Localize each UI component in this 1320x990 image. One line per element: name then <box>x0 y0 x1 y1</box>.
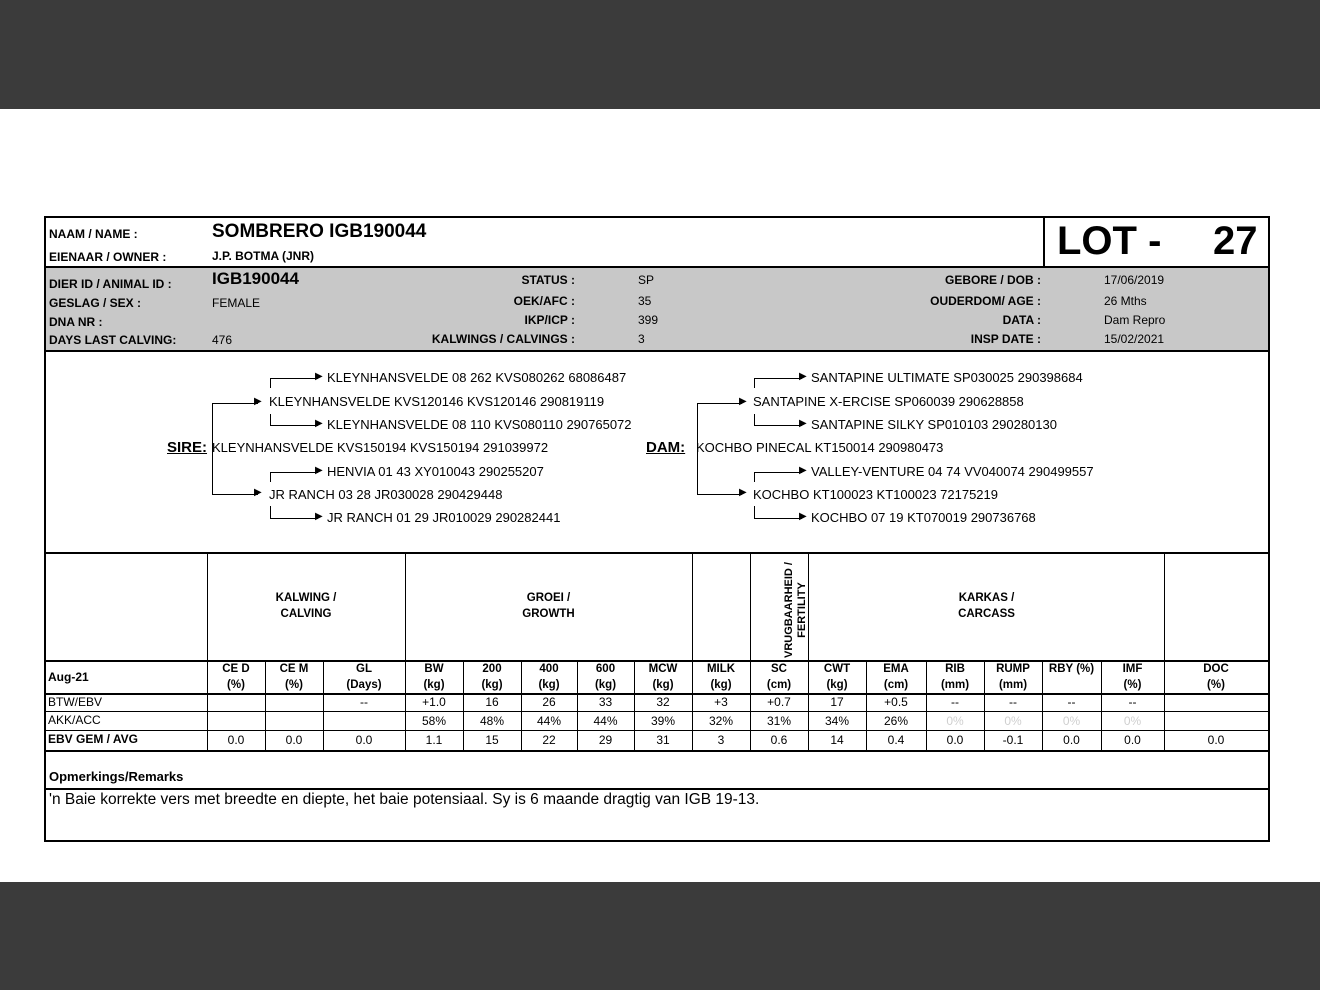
growth-group-header <box>405 590 692 622</box>
arrow-icon: ▶ <box>739 396 747 407</box>
data-label: DATA : <box>1002 313 1041 327</box>
column-unit: (kg) <box>538 679 560 691</box>
table-cell: 15 <box>485 733 499 747</box>
dob-value: 17/06/2019 <box>1104 273 1165 287</box>
dam-dam-sire: VALLEY-VENTURE 04 74 VV040074 290499557 <box>811 464 1094 479</box>
column-unit: (cm) <box>883 679 909 691</box>
sire-sire-dam: KLEYNHANSVELDE 08 110 KVS080110 290765072 <box>327 417 632 432</box>
insp-label: INSP DATE : <box>970 332 1041 346</box>
column-unit: (kg) <box>481 679 503 691</box>
sire-connector-bottom <box>212 494 258 495</box>
column-name: CE D <box>222 663 250 675</box>
table-cell: -- <box>1009 695 1017 709</box>
column-header <box>577 661 634 693</box>
table-cell: 0.4 <box>887 733 905 747</box>
ssd-connector-v <box>270 414 271 425</box>
column-header <box>521 661 577 693</box>
column-name: 400 <box>539 663 559 675</box>
lot-box <box>1043 218 1272 266</box>
column-name: MCW <box>648 663 678 675</box>
table-cell <box>1164 711 1268 730</box>
column-unit: (%) <box>227 679 245 691</box>
table-cell: 31% <box>766 713 792 728</box>
sex-value: FEMALE <box>212 296 261 310</box>
dd-connector-top <box>754 472 802 473</box>
table-cell: 0% <box>946 713 964 728</box>
growth-group-line1: GROEI / <box>526 592 571 604</box>
column-unit: (kg) <box>652 679 674 691</box>
column-unit: (kg) <box>710 679 732 691</box>
column-name: CWT <box>823 663 851 675</box>
arrow-icon: ▶ <box>315 511 323 522</box>
calving-group-line2: CALVING <box>280 608 332 620</box>
column-header <box>1042 661 1101 677</box>
column-header <box>866 661 926 693</box>
carcass-group-header <box>808 590 1165 622</box>
table-cell <box>323 711 405 730</box>
table-cell: 0.0 <box>1124 733 1141 747</box>
calving-group-line1: KALWING / <box>275 592 337 604</box>
sd-connector-top <box>270 472 318 473</box>
dam-sire: SANTAPINE X-ERCISE SP060039 290628858 <box>753 394 1024 409</box>
data-value: Dam Repro <box>1104 313 1166 327</box>
dam-sire-sire: SANTAPINE ULTIMATE SP030025 290398684 <box>811 370 1083 385</box>
column-header <box>692 661 750 693</box>
group-divider <box>405 552 406 660</box>
column-header <box>750 661 808 693</box>
column-unit: (%) <box>285 679 303 691</box>
table-cell: 0% <box>1123 713 1142 728</box>
table-cell: 14 <box>830 733 844 747</box>
sd-connector-v <box>270 472 271 482</box>
table-cell: 0.0 <box>1207 733 1225 747</box>
column-name: MILK <box>706 663 736 675</box>
table-cell: 31 <box>656 733 670 747</box>
ddd-connector-v <box>754 506 755 518</box>
table-cell: 0% <box>1062 713 1081 728</box>
table-cell: 0% <box>1004 713 1022 728</box>
ebv-date: Aug-21 <box>48 670 89 684</box>
remarks-title-divider <box>46 788 1268 790</box>
table-top-border <box>46 552 1268 554</box>
dam-name: KOCHBO PINECAL KT150014 290980473 <box>696 440 944 455</box>
lot-card <box>44 216 1270 842</box>
column-unit: (Days) <box>346 679 382 691</box>
table-cell: 3 <box>717 733 725 747</box>
calvings-value: 3 <box>638 332 645 346</box>
carcass-group-line1: KARKAS / <box>958 592 1015 604</box>
column-header <box>1101 661 1164 693</box>
arrow-icon: ▶ <box>315 418 323 429</box>
ss-connector-v <box>270 378 271 388</box>
group-divider <box>750 552 751 660</box>
arrow-icon: ▶ <box>799 465 807 476</box>
sire-connector-top <box>212 403 258 404</box>
table-cell <box>265 711 323 730</box>
row-label: BTW/EBV <box>48 695 103 709</box>
table-cell: 33 <box>598 695 613 709</box>
days-label: DAYS LAST CALVING: <box>49 333 177 347</box>
column-header <box>207 661 265 693</box>
column-unit: (kg) <box>423 679 445 691</box>
table-cell: 0.6 <box>770 733 788 747</box>
ds-connector-bottom <box>754 425 802 426</box>
column-unit: (cm) <box>766 679 792 691</box>
table-cell: -- <box>951 695 959 709</box>
animal-name: SOMBRERO IGB190044 <box>212 221 427 242</box>
icp-label: IKP/ICP : <box>524 313 575 327</box>
column-name: 200 <box>482 663 502 675</box>
arrow-icon: ▶ <box>799 418 807 429</box>
table-cell: 34% <box>824 713 850 728</box>
arrow-icon: ▶ <box>254 487 262 498</box>
lot-number: 27 <box>1213 219 1258 263</box>
column-name: EMA <box>883 663 909 675</box>
group-divider <box>1164 552 1165 660</box>
sire-sire: KLEYNHANSVELDE KVS120146 KVS120146 290819119 <box>269 394 605 409</box>
table-cell: 39% <box>650 713 676 728</box>
column-name: 600 <box>595 663 616 675</box>
table-cell: 32 <box>656 695 670 709</box>
insp-value: 15/02/2021 <box>1104 332 1165 346</box>
remarks-title: Opmerkings/Remarks <box>49 769 184 784</box>
top-dark-band <box>0 0 1320 109</box>
fertility-group-header <box>783 555 811 665</box>
arrow-icon: ▶ <box>315 465 323 476</box>
column-name: RIB <box>945 663 965 675</box>
sire-label: SIRE: <box>167 439 208 456</box>
column-header <box>926 661 984 693</box>
dam-sire-dam: SANTAPINE SILKY SP010103 290280130 <box>811 417 1057 432</box>
column-unit: (kg) <box>594 679 617 691</box>
dam-label: DAM: <box>646 439 686 456</box>
arrow-icon: ▶ <box>799 511 807 522</box>
ds-connector-top <box>754 378 802 379</box>
animal-id-value: IGB190044 <box>212 269 299 288</box>
column-name: RBY (%) <box>1048 663 1095 675</box>
dna-label: DNA NR : <box>49 315 103 329</box>
column-header <box>984 661 1042 693</box>
sex-label: GESLAG / SEX : <box>49 296 142 310</box>
arrow-icon: ▶ <box>254 396 262 407</box>
arrow-icon: ▶ <box>315 371 323 382</box>
table-cell: 44% <box>536 713 562 728</box>
owner-value: J.P. BOTMA (JNR) <box>212 249 315 263</box>
icp-value: 399 <box>638 313 659 327</box>
column-name: BW <box>424 663 444 675</box>
owner-label: EIENAAR / OWNER : <box>49 250 167 264</box>
sire-dam-dam: JR RANCH 01 29 JR010029 290282441 <box>327 510 561 525</box>
column-name: RUMP <box>996 663 1030 675</box>
table-cell <box>265 693 323 711</box>
table-cell: 26% <box>883 713 909 728</box>
table-cell <box>1164 693 1268 711</box>
column-unit: (kg) <box>826 679 848 691</box>
table-cell: 22 <box>542 733 556 747</box>
ds-connector-v <box>754 378 755 388</box>
arrow-icon: ▶ <box>739 487 747 498</box>
table-cell: 0.0 <box>1063 733 1080 747</box>
animal-id-label: DIER ID / ANIMAL ID : <box>49 277 172 291</box>
table-cell <box>207 711 265 730</box>
column-unit: (%) <box>1123 679 1142 691</box>
bottom-dark-band <box>0 882 1320 990</box>
column-unit: (mm) <box>940 679 970 691</box>
growth-group-line2: GROWTH <box>522 608 575 620</box>
column-name: IMF <box>1122 663 1143 675</box>
status-value: SP <box>638 273 655 287</box>
calvings-label: KALWINGS / CALVINGS : <box>431 332 575 346</box>
age-label: OUDERDOM/ AGE : <box>930 294 1041 308</box>
table-cell: 17 <box>830 695 844 709</box>
dam-dam: KOCHBO KT100023 KT100023 72175219 <box>753 487 999 502</box>
row-label: AKK/ACC <box>48 713 101 727</box>
status-label: STATUS : <box>521 273 575 287</box>
group-divider <box>207 552 208 660</box>
sire-name: KLEYNHANSVELDE KVS150194 KVS150194 291039972 <box>212 440 549 455</box>
arrow-icon: ▶ <box>799 371 807 382</box>
remarks-text: 'n Baie korrekte vers met breedte en diepte, het baie potensiaal. Sy is 6 maande dragtig van IGB 19-13. <box>49 791 760 808</box>
column-header <box>634 661 692 693</box>
days-value: 476 <box>212 333 233 347</box>
column-header <box>463 661 521 693</box>
dam-dam-dam: KOCHBO 07 19 KT070019 290736768 <box>811 510 1036 525</box>
table-cell: 29 <box>598 733 613 747</box>
table-cell: +0.5 <box>884 695 908 709</box>
dsd-connector-v <box>754 414 755 425</box>
ss-connector-bottom <box>270 425 318 426</box>
group-divider <box>692 552 693 660</box>
dam-connector-bottom <box>697 494 742 495</box>
column-header <box>405 661 463 693</box>
table-cell: 16 <box>485 695 499 709</box>
ss-connector-top <box>270 378 318 379</box>
sire-dam-sire: HENVIA 01 43 XY010043 290255207 <box>327 464 544 479</box>
row-label: EBV GEM / AVG <box>48 732 139 746</box>
table-cell: -- <box>360 695 368 709</box>
column-unit: (mm) <box>998 679 1028 691</box>
table-cell: 0.0 <box>227 733 245 747</box>
afc-label: OEK/AFC : <box>513 294 575 308</box>
table-cell: -0.1 <box>1002 733 1024 747</box>
table-cell <box>207 693 265 711</box>
column-name: GL <box>356 663 372 675</box>
sire-dam: JR RANCH 03 28 JR030028 290429448 <box>269 487 503 502</box>
fertility-group-line2: FERTILITY <box>796 582 808 638</box>
age-value: 26 Mths <box>1104 294 1147 308</box>
column-header <box>1164 661 1268 693</box>
ebv-table <box>46 552 1268 750</box>
table-cell: +3 <box>714 695 728 709</box>
column-header <box>808 661 866 693</box>
table-cell: 0.0 <box>285 733 303 747</box>
table-cell: 58% <box>421 713 447 728</box>
dam-connector-top <box>697 403 742 404</box>
dd-connector-v <box>754 472 755 482</box>
remarks-divider <box>46 750 1268 752</box>
lot-label: LOT - <box>1057 219 1162 263</box>
calving-group-header <box>207 590 405 622</box>
afc-value: 35 <box>638 294 652 308</box>
details-band <box>46 266 1268 352</box>
table-cell: 0.0 <box>355 733 373 747</box>
dd-connector-bottom <box>754 518 802 519</box>
column-header <box>265 661 323 693</box>
dob-label: GEBORE / DOB : <box>944 273 1041 287</box>
fertility-group-line1: VRUGBAARHEID / <box>783 562 795 658</box>
column-name: SC <box>771 663 787 675</box>
table-cell: +0.7 <box>767 695 791 709</box>
column-unit: (%) <box>1207 679 1225 691</box>
column-name: DOC <box>1203 663 1229 675</box>
table-cell: 48% <box>479 713 505 728</box>
column-header <box>323 661 405 693</box>
name-label: NAAM / NAME : <box>49 227 138 241</box>
table-cell: 0.0 <box>946 733 964 747</box>
table-cell: -- <box>1128 695 1137 709</box>
carcass-group-line2: CARCASS <box>958 608 1015 620</box>
table-cell: 1.1 <box>425 733 443 747</box>
table-cell: 44% <box>593 713 618 728</box>
sd-connector-bottom <box>270 518 318 519</box>
table-cell: 26 <box>542 695 556 709</box>
column-name: CE M <box>279 663 309 675</box>
table-cell: 32% <box>708 713 734 728</box>
table-cell: -- <box>1067 695 1076 709</box>
sire-sire-sire: KLEYNHANSVELDE 08 262 KVS080262 68086487 <box>327 370 627 385</box>
sdd-connector-v <box>270 506 271 518</box>
table-cell: +1.0 <box>422 695 446 709</box>
group-divider <box>808 552 809 660</box>
